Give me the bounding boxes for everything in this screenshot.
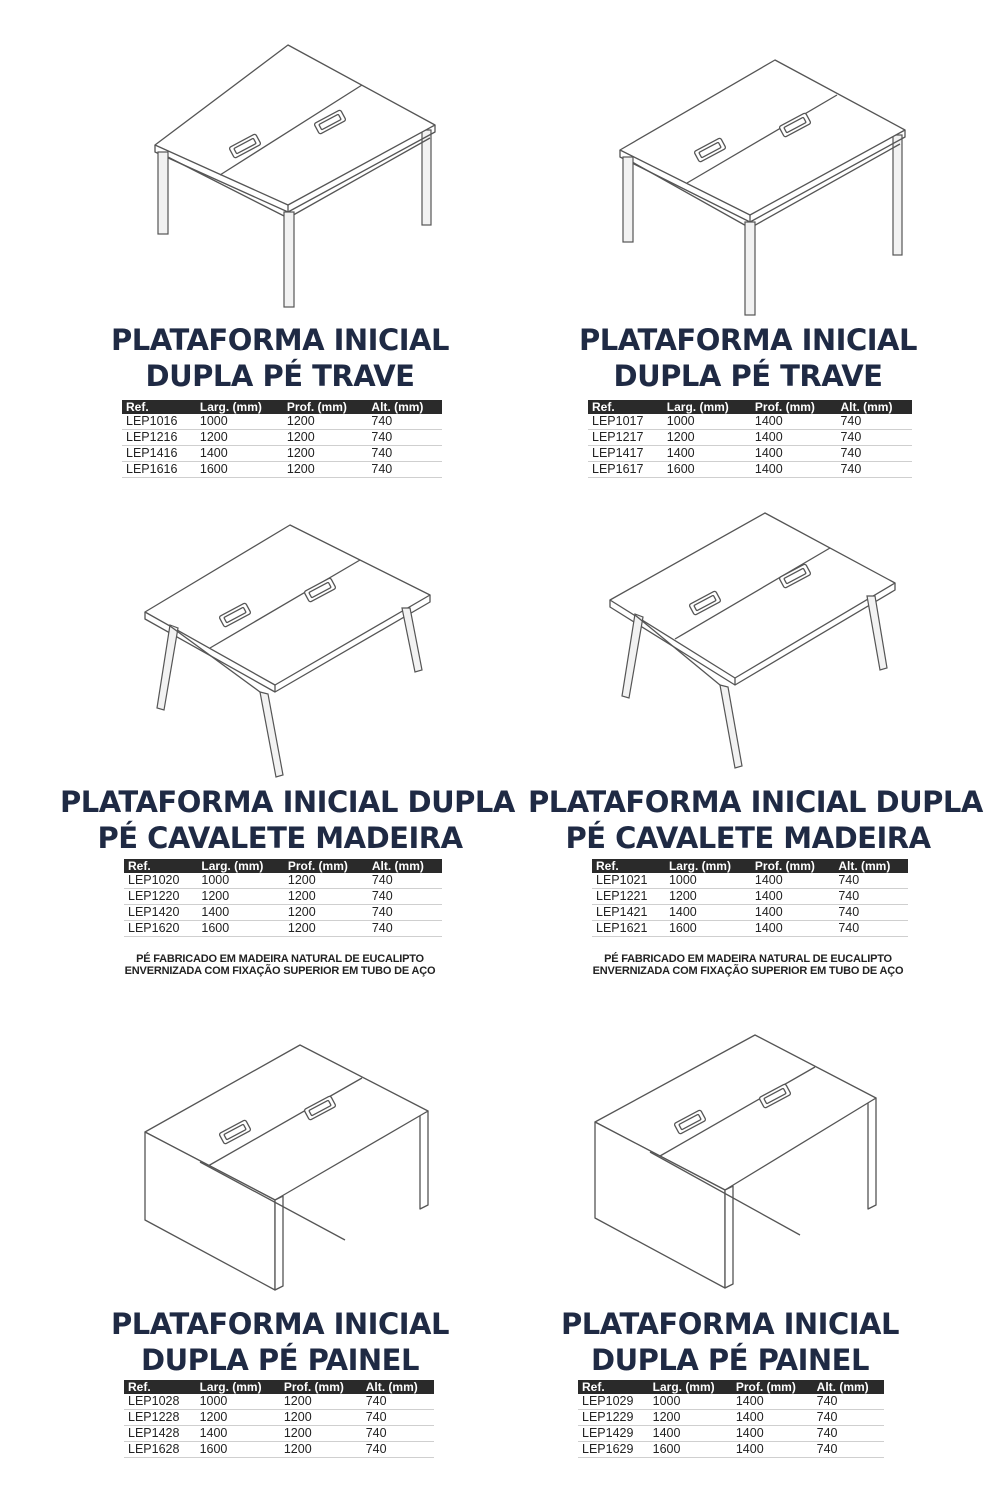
cell-depth: 1400 — [732, 1394, 813, 1410]
product-title-line-2: DUPLA PÉ PAINEL — [141, 1343, 419, 1377]
col-header-width: Larg. (mm) — [196, 400, 283, 414]
table-row — [124, 1410, 434, 1426]
desk-painel-illustration — [590, 1030, 890, 1295]
product-title-line-1: PLATAFORMA INICIAL — [111, 1307, 449, 1341]
col-header-ref: Ref. — [124, 859, 197, 873]
desk-painel-illustration — [140, 1040, 440, 1295]
product-note-line-1: PÉ FABRICADO EM MADEIRA NATURAL DE EUCALIPTO — [604, 953, 892, 965]
desk-cavalete-illustration — [140, 520, 440, 785]
cell-width: 1200 — [649, 1410, 732, 1426]
cell-width: 1400 — [197, 905, 283, 921]
col-header-depth: Prof. (mm) — [732, 1380, 813, 1394]
cell-depth: 1400 — [751, 430, 837, 446]
cell-height: 740 — [367, 462, 442, 478]
cell-height: 740 — [367, 414, 442, 430]
cell-width: 1000 — [196, 414, 283, 430]
table-row — [122, 446, 442, 462]
cell-width: 1200 — [663, 430, 751, 446]
cell-depth: 1200 — [280, 1394, 362, 1410]
cell-ref: LEP1216 — [122, 430, 196, 446]
cell-width: 1400 — [665, 905, 751, 921]
cell-depth: 1400 — [732, 1410, 813, 1426]
cell-height: 740 — [813, 1442, 884, 1458]
cell-depth: 1400 — [751, 462, 837, 478]
cell-depth: 1200 — [284, 889, 368, 905]
cell-ref: LEP1028 — [124, 1394, 196, 1410]
cell-ref: LEP1420 — [124, 905, 197, 921]
cell-width: 1000 — [196, 1394, 280, 1410]
product-note-line-1: PÉ FABRICADO EM MADEIRA NATURAL DE EUCALIPTO — [136, 953, 424, 965]
cell-height: 740 — [813, 1426, 884, 1442]
product-title-line-1: PLATAFORMA INICIAL — [579, 323, 917, 357]
spec-table — [592, 859, 908, 937]
cell-width: 1200 — [196, 1410, 280, 1426]
col-header-ref: Ref. — [592, 859, 665, 873]
cell-ref: LEP1020 — [124, 873, 197, 889]
product-title-line-2: DUPLA PÉ TRAVE — [145, 359, 415, 393]
cell-depth: 1200 — [284, 921, 368, 937]
cell-ref: LEP1221 — [592, 889, 665, 905]
col-header-width: Larg. (mm) — [649, 1380, 732, 1394]
col-header-height: Alt. (mm) — [362, 1380, 434, 1394]
col-header-ref: Ref. — [124, 1380, 196, 1394]
table-row — [588, 430, 912, 446]
cell-width: 1200 — [197, 889, 283, 905]
col-header-depth: Prof. (mm) — [284, 859, 368, 873]
cell-ref: LEP1016 — [122, 414, 196, 430]
product-title-line-1: PLATAFORMA INICIAL — [561, 1307, 899, 1341]
table-row — [592, 873, 908, 889]
product-title-line-2: PÉ CAVALETE MADEIRA — [97, 821, 463, 855]
product-title-line-1: PLATAFORMA INICIAL DUPLA — [60, 785, 515, 819]
cell-ref: LEP1220 — [124, 889, 197, 905]
cell-width: 1000 — [649, 1394, 732, 1410]
table-row — [578, 1442, 884, 1458]
cell-ref: LEP1021 — [592, 873, 665, 889]
product-title — [540, 1306, 920, 1378]
col-header-height: Alt. (mm) — [834, 859, 908, 873]
spec-table — [124, 859, 442, 937]
product-note — [528, 953, 968, 977]
table-row — [124, 873, 442, 889]
cell-depth: 1200 — [284, 905, 368, 921]
product-title-line-2: DUPLA PÉ TRAVE — [613, 359, 883, 393]
product-title-line-2: PÉ CAVALETE MADEIRA — [565, 821, 931, 855]
table-row — [124, 889, 442, 905]
cell-ref: LEP1629 — [578, 1442, 649, 1458]
cell-height: 740 — [368, 873, 442, 889]
product-title — [90, 322, 470, 394]
cell-height: 740 — [836, 414, 912, 430]
cell-width: 1400 — [663, 446, 751, 462]
col-header-ref: Ref. — [122, 400, 196, 414]
cell-height: 740 — [368, 905, 442, 921]
cell-width: 1600 — [665, 921, 751, 937]
product-title-line-2: DUPLA PÉ PAINEL — [591, 1343, 869, 1377]
cell-ref: LEP1628 — [124, 1442, 196, 1458]
cell-height: 740 — [836, 446, 912, 462]
cell-depth: 1200 — [280, 1410, 362, 1426]
table-row — [588, 462, 912, 478]
cell-ref: LEP1617 — [588, 462, 663, 478]
cell-ref: LEP1428 — [124, 1426, 196, 1442]
col-header-height: Alt. (mm) — [836, 400, 912, 414]
spec-table — [124, 1380, 434, 1458]
product-title — [558, 322, 938, 394]
cell-width: 1000 — [197, 873, 283, 889]
col-header-ref: Ref. — [578, 1380, 649, 1394]
table-row — [124, 1442, 434, 1458]
cell-depth: 1200 — [283, 414, 368, 430]
table-row — [588, 414, 912, 430]
cell-width: 1200 — [665, 889, 751, 905]
table-row — [578, 1410, 884, 1426]
col-header-height: Alt. (mm) — [368, 859, 442, 873]
cell-depth: 1200 — [280, 1442, 362, 1458]
cell-width: 1600 — [197, 921, 283, 937]
table-row — [578, 1394, 884, 1410]
col-header-ref: Ref. — [588, 400, 663, 414]
table-row — [592, 905, 908, 921]
cell-width: 1400 — [196, 1426, 280, 1442]
cell-depth: 1400 — [751, 921, 834, 937]
cell-height: 740 — [834, 889, 908, 905]
cell-height: 740 — [362, 1410, 434, 1426]
product-note-line-2: ENVERNIZADA COM FIXAÇÃO SUPERIOR EM TUBO DE AÇO — [124, 965, 436, 977]
cell-width: 1600 — [196, 462, 283, 478]
cell-ref: LEP1620 — [124, 921, 197, 937]
table-row — [592, 889, 908, 905]
cell-width: 1200 — [196, 430, 283, 446]
cell-width: 1600 — [663, 462, 751, 478]
spec-table — [588, 400, 912, 478]
cell-depth: 1200 — [280, 1426, 362, 1442]
cell-ref: LEP1417 — [588, 446, 663, 462]
table-row — [578, 1426, 884, 1442]
product-title — [60, 784, 515, 856]
table-row — [122, 430, 442, 446]
table-row — [592, 921, 908, 937]
desk-cavalete-illustration — [605, 508, 905, 778]
cell-height: 740 — [362, 1442, 434, 1458]
cell-height: 740 — [368, 889, 442, 905]
desk-trave-illustration — [615, 55, 915, 320]
product-title-line-1: PLATAFORMA INICIAL DUPLA — [528, 785, 983, 819]
table-row — [122, 414, 442, 430]
cell-height: 740 — [834, 873, 908, 889]
cell-height: 740 — [834, 921, 908, 937]
col-header-width: Larg. (mm) — [197, 859, 283, 873]
spec-table — [578, 1380, 884, 1458]
cell-depth: 1200 — [283, 462, 368, 478]
table-row — [124, 905, 442, 921]
cell-ref: LEP1421 — [592, 905, 665, 921]
cell-height: 740 — [836, 430, 912, 446]
col-header-height: Alt. (mm) — [813, 1380, 884, 1394]
cell-ref: LEP1616 — [122, 462, 196, 478]
cell-height: 740 — [813, 1394, 884, 1410]
col-header-height: Alt. (mm) — [367, 400, 442, 414]
cell-ref: LEP1229 — [578, 1410, 649, 1426]
product-title — [528, 784, 983, 856]
cell-width: 1600 — [649, 1442, 732, 1458]
col-header-depth: Prof. (mm) — [751, 400, 837, 414]
cell-width: 1400 — [649, 1426, 732, 1442]
product-note-line-2: ENVERNIZADA COM FIXAÇÃO SUPERIOR EM TUBO DE AÇO — [592, 965, 904, 977]
cell-height: 740 — [836, 462, 912, 478]
cell-height: 740 — [813, 1410, 884, 1426]
cell-ref: LEP1217 — [588, 430, 663, 446]
desk-trave-illustration — [150, 40, 450, 310]
col-header-width: Larg. (mm) — [665, 859, 751, 873]
cell-height: 740 — [367, 430, 442, 446]
cell-ref: LEP1429 — [578, 1426, 649, 1442]
cell-ref: LEP1621 — [592, 921, 665, 937]
cell-depth: 1400 — [751, 873, 834, 889]
cell-width: 1000 — [663, 414, 751, 430]
cell-depth: 1400 — [732, 1442, 813, 1458]
cell-depth: 1400 — [751, 414, 837, 430]
table-row — [124, 1394, 434, 1410]
cell-ref: LEP1017 — [588, 414, 663, 430]
cell-width: 1000 — [665, 873, 751, 889]
cell-ref: LEP1228 — [124, 1410, 196, 1426]
cell-depth: 1400 — [732, 1426, 813, 1442]
cell-depth: 1200 — [283, 430, 368, 446]
cell-height: 740 — [362, 1426, 434, 1442]
table-row — [124, 1426, 434, 1442]
table-row — [124, 921, 442, 937]
product-note — [60, 953, 500, 977]
cell-height: 740 — [368, 921, 442, 937]
cell-width: 1600 — [196, 1442, 280, 1458]
cell-depth: 1400 — [751, 905, 834, 921]
product-title — [90, 1306, 470, 1378]
cell-ref: LEP1029 — [578, 1394, 649, 1410]
cell-depth: 1400 — [751, 889, 834, 905]
col-header-width: Larg. (mm) — [196, 1380, 280, 1394]
cell-depth: 1400 — [751, 446, 837, 462]
col-header-depth: Prof. (mm) — [751, 859, 834, 873]
cell-depth: 1200 — [283, 446, 368, 462]
product-title-line-1: PLATAFORMA INICIAL — [111, 323, 449, 357]
col-header-width: Larg. (mm) — [663, 400, 751, 414]
col-header-depth: Prof. (mm) — [283, 400, 368, 414]
cell-height: 740 — [834, 905, 908, 921]
cell-depth: 1200 — [284, 873, 368, 889]
cell-height: 740 — [362, 1394, 434, 1410]
table-row — [588, 446, 912, 462]
cell-height: 740 — [367, 446, 442, 462]
table-row — [122, 462, 442, 478]
spec-table — [122, 400, 442, 478]
col-header-depth: Prof. (mm) — [280, 1380, 362, 1394]
cell-ref: LEP1416 — [122, 446, 196, 462]
cell-width: 1400 — [196, 446, 283, 462]
